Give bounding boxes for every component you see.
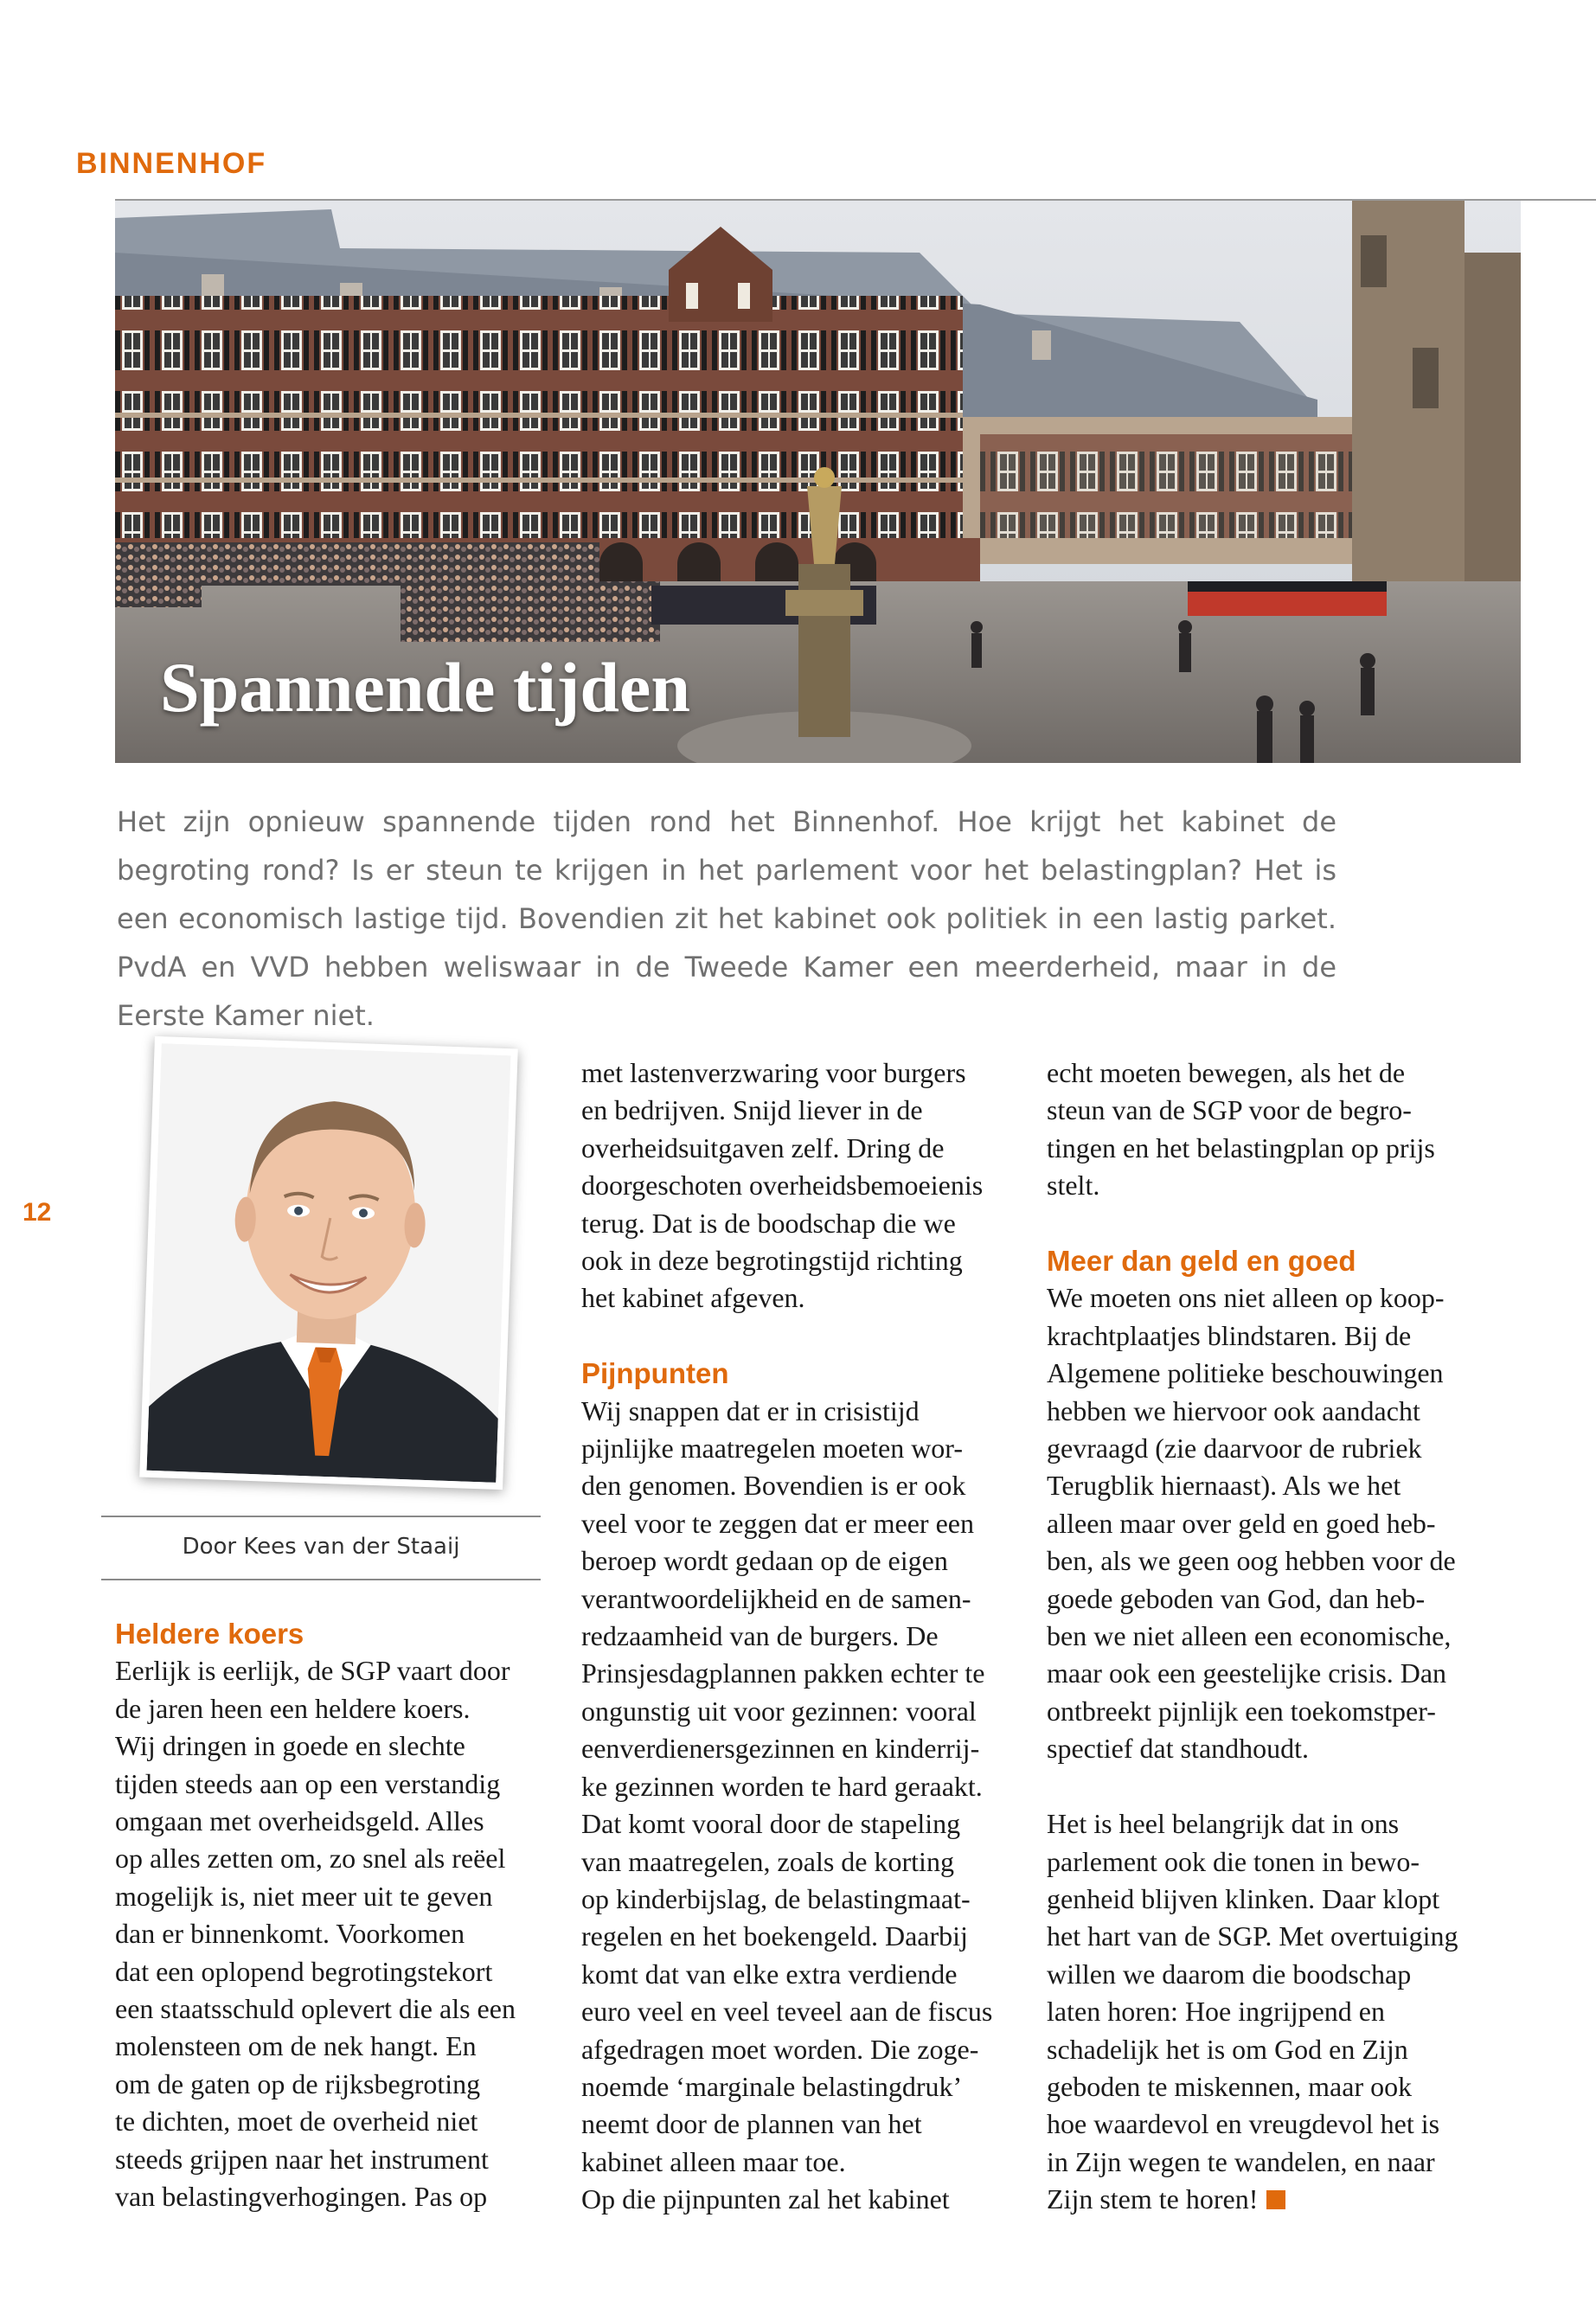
text-line: met lastenverzwaring voor burgers: [581, 1057, 966, 1088]
text-line: regelen en het boekengeld. Daarbij: [581, 1920, 968, 1952]
text-line: ook in deze begrotingstijd richting: [581, 1245, 963, 1277]
column-1: [115, 1615, 543, 2216]
text-line: euro veel en veel teveel aan de fiscus: [581, 1996, 993, 2028]
heading-meer-dan-geld-en-goed: Meer dan geld en goed: [1047, 1245, 1356, 1278]
text-line: ke gezinnen worden te hard geraakt.: [581, 1770, 983, 1802]
text-line: mogelijk is, niet meer uit te geven: [115, 1880, 493, 1912]
text-line: dat een oplopend begrotingstekort: [115, 1955, 493, 1987]
text-line: maar ook een geestelijke crisis. Dan: [1047, 1657, 1447, 1689]
text-line: alleen maar over geld en goed heb-: [1047, 1507, 1436, 1539]
text-line: echt moeten bewegen, als het de: [1047, 1057, 1406, 1088]
text-line: Prinsjesdagplannen pakken echter te: [581, 1657, 985, 1689]
text-line: ontbreekt pijnlijk een toekomstper-: [1047, 1695, 1436, 1727]
text-line: het kabinet afgeven.: [581, 1282, 805, 1314]
text-line: krachtplaatjes blindstaren. Bij de: [1047, 1319, 1412, 1351]
text-line: omgaan met overheidsgeld. Alles: [115, 1805, 484, 1837]
text-line: de jaren heen een heldere koers.: [115, 1692, 471, 1724]
text-line: hoe waardevol en vreugdevol het is: [1047, 2108, 1440, 2140]
text-line: spectief dat standhoudt.: [1047, 1733, 1310, 1765]
text-line: beroep wordt gedaan op de eigen: [581, 1545, 948, 1577]
column-2: [581, 1054, 1022, 2219]
hero-title: Spannende tijden: [160, 648, 690, 727]
text-line: om de gaten op de rijksbegroting: [115, 2067, 481, 2099]
text-line: kabinet alleen maar toe.: [581, 2145, 846, 2177]
portrait-illustration: [147, 1043, 511, 1483]
heading-pijnpunten: Pijnpunten: [581, 1357, 729, 1390]
text-line: ongunstig uit voor gezinnen: vooral: [581, 1695, 977, 1727]
text-line: van maatregelen, zoals de korting: [581, 1845, 954, 1877]
text-line: schadelijk het is om God en Zijn: [1047, 2033, 1408, 2065]
text-line: parlement ook die tonen in bewo-: [1047, 1845, 1420, 1877]
text-line: verantwoordelijkheid en de samen-: [581, 1582, 971, 1614]
text-line: het hart van de SGP. Met overtuiging: [1047, 1920, 1458, 1952]
text-line: dan er binnenkomt. Voorkomen: [115, 1918, 465, 1950]
text-line: ben we niet alleen een economische,: [1047, 1620, 1452, 1652]
text-line: op alles zetten om, zo snel als reëel: [115, 1843, 506, 1875]
text-line: Op die pijnpunten zal het kabinet: [581, 2183, 950, 2215]
text-line: Wij snappen dat er in crisistijd: [581, 1394, 920, 1426]
text-line: op kinderbijslag, de belastingmaat-: [581, 1882, 971, 1914]
text-line: terug. Dat is de boodschap die we: [581, 1207, 956, 1239]
text-line: redzaamheid van de burgers. De: [581, 1620, 939, 1652]
text-line: hebben we hiervoor ook aandacht: [1047, 1394, 1420, 1426]
text-line: geboden te miskennen, maar ook: [1047, 2070, 1413, 2102]
page-number: 12: [22, 1198, 52, 1227]
byline-rule-top: [101, 1516, 541, 1517]
text-line: laten horen: Hoe ingrijpend en: [1047, 1996, 1385, 2028]
text-line: in Zijn wegen te wandelen, en naar: [1047, 2145, 1435, 2177]
text-line: eenverdienersgezinnen en kinderrij-: [581, 1733, 980, 1765]
author-photo: [139, 1036, 518, 1490]
text-line: tingen en het belastingplan op prijs: [1047, 1131, 1435, 1163]
text-line: Wij dringen in goede en slechte: [115, 1730, 465, 1762]
byline: Door Kees van der Staaij: [182, 1534, 460, 1560]
text-line: en bedrijven. Snijd liever in de: [581, 1094, 923, 1126]
text-line: overheidsuitgaven zelf. Dring de: [581, 1131, 945, 1163]
text-line: We moeten ons niet alleen op koop-: [1047, 1282, 1445, 1314]
text-line: willen we daarom die boodschap: [1047, 1958, 1412, 1990]
text-line: van belastingverhogingen. Pas op: [115, 2181, 488, 2213]
text-line: ben, als we geen oog hebben voor de: [1047, 1545, 1456, 1577]
final-line: [1047, 2181, 1492, 2218]
intro-paragraph: Het zijn opnieuw spannende tijden rond het Binnenhof. Hoe krijgt het kabinet de begroting rond? Is er steun te krijgen in het parlement voor het belastingplan? Het is een economisch lastige tijd. Bovendien zit het kabinet ook politiek in een lastig parket. PvdA en VVD hebben weliswaar in de Tweede Kamer een meerderheid, maar in de Eerste Kamer niet.: [117, 805, 1336, 1032]
text-line: veel voor te zeggen dat er meer een: [581, 1507, 974, 1539]
text-line: goede geboden van God, dan heb-: [1047, 1582, 1426, 1614]
text-line: den genomen. Bovendien is er ook: [581, 1470, 966, 1502]
text-line: steun van de SGP voor de begro-: [1047, 1094, 1412, 1126]
text-line: Dat komt vooral door de stapeling: [581, 1808, 961, 1840]
text-line: neemt door de plannen van het: [581, 2108, 922, 2140]
text-line: gevraagd (zie daarvoor de rubriek: [1047, 1433, 1422, 1465]
text-line: komt dat van elke extra verdiende: [581, 1958, 958, 1990]
text-line: afgedragen moet worden. Die zoge-: [581, 2033, 979, 2065]
text-line: pijnlijke maatregelen moeten wor-: [581, 1433, 963, 1465]
text-line: een staatsschuld oplevert die als een: [115, 1993, 516, 2025]
text-line: steeds grijpen naar het instrument: [115, 2143, 489, 2175]
text-line: Algemene politieke beschouwingen: [1047, 1357, 1444, 1389]
text-line: doorgeschoten overheidsbemoeienis: [581, 1170, 984, 1202]
text-line: genheid blijven klinken. Daar klopt: [1047, 1882, 1440, 1914]
text-line: te dichten, moet de overheid niet: [115, 2106, 478, 2138]
end-square-icon: [1266, 2190, 1285, 2209]
text-line: Het is heel belangrijk dat in ons: [1047, 1808, 1400, 1840]
text-line: Terugblik hiernaast). Als we het: [1047, 1470, 1401, 1502]
text-line: Eerlijk is eerlijk, de SGP vaart door: [115, 1655, 510, 1687]
heading-heldere-koers: Heldere koers: [115, 1618, 304, 1650]
column-3: [1047, 1054, 1492, 2219]
section-label: BINNENHOF: [76, 147, 267, 180]
text-line: molensteen om de nek hangt. En: [115, 2030, 477, 2062]
text-line: stelt.: [1047, 1170, 1100, 1202]
text-line: tijden steeds aan op een verstandig: [115, 1767, 501, 1799]
text-line: noemde ‘marginale belastingdruk’: [581, 2070, 963, 2102]
byline-rule-bottom: [101, 1579, 541, 1580]
final-line-text: Zijn stem te horen!: [1047, 2183, 1259, 2215]
